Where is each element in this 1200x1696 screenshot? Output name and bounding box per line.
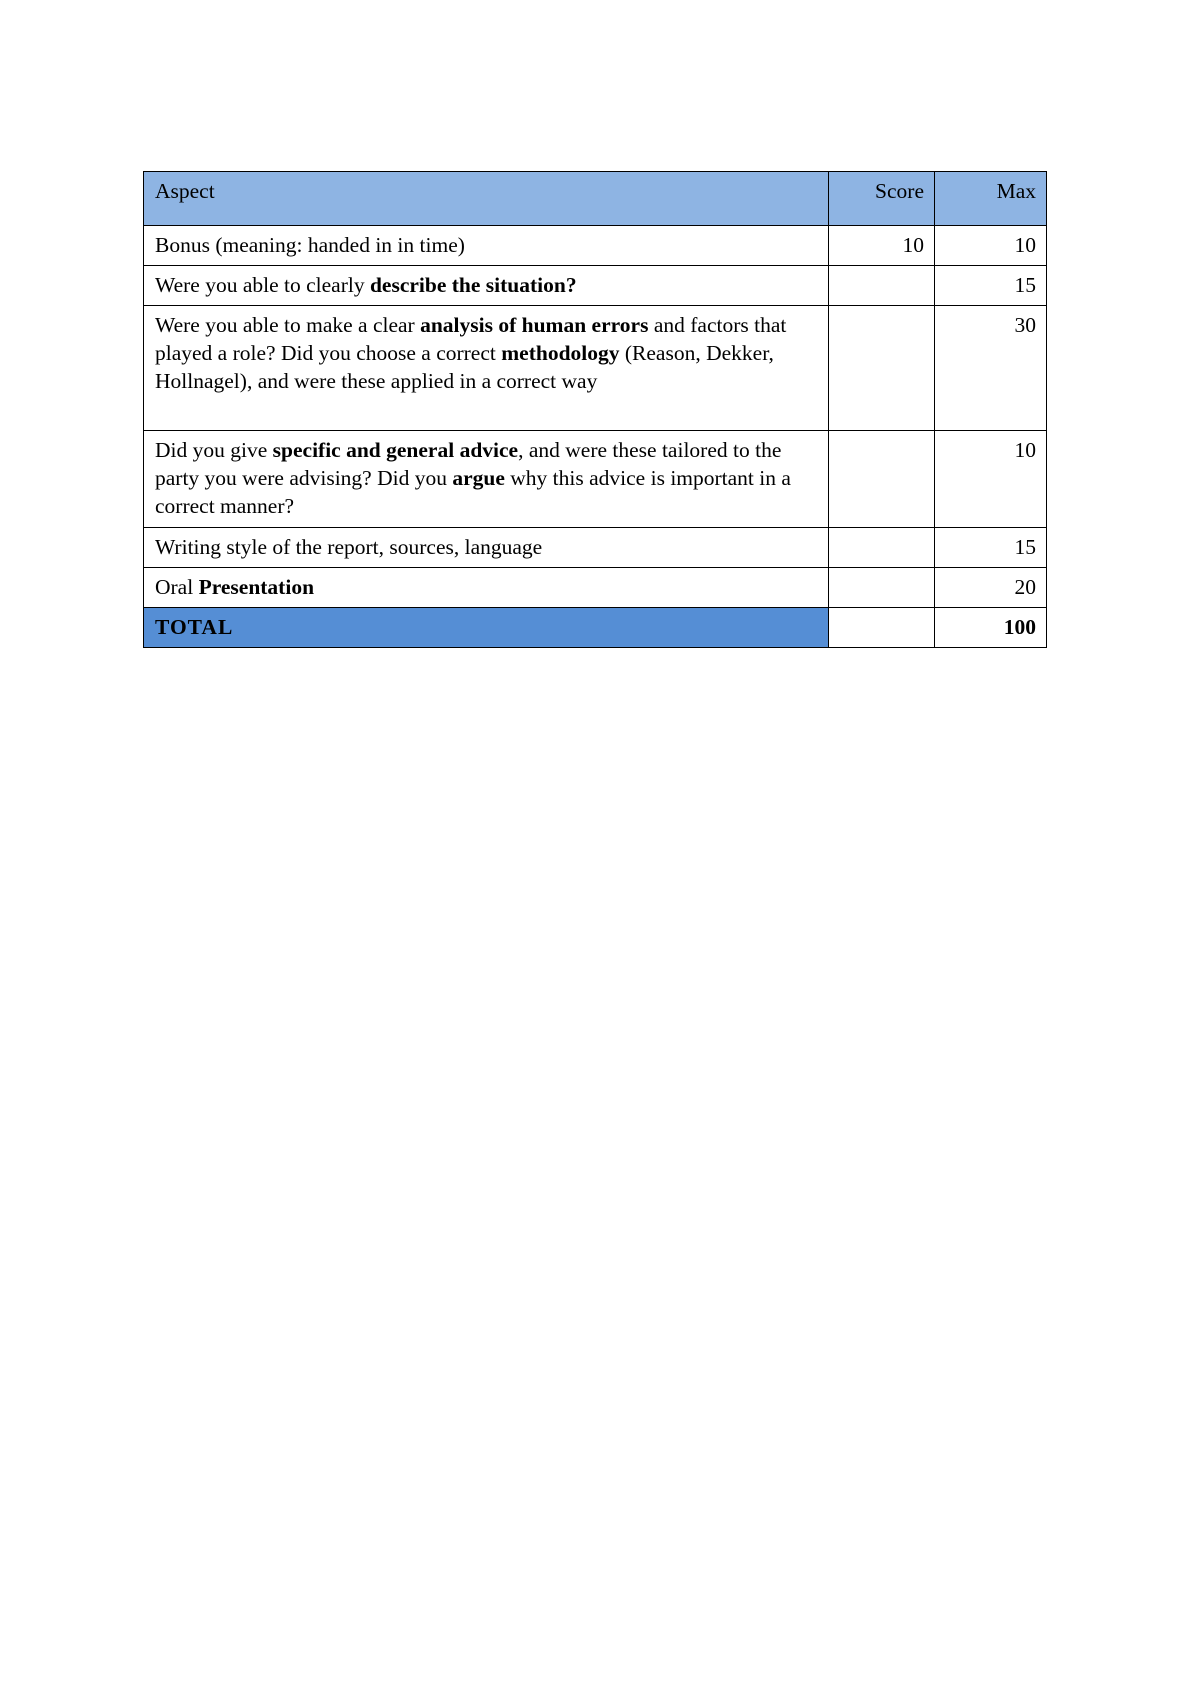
aspect-cell [144, 306, 829, 431]
table-row [144, 528, 1047, 568]
table-row [144, 568, 1047, 608]
score-cell [829, 431, 935, 528]
aspect-text-bold: analysis of human errors [420, 313, 649, 337]
max-cell: 20 [935, 568, 1047, 608]
table-row [144, 266, 1047, 306]
max-cell: 10 [935, 226, 1047, 266]
header-aspect: Aspect [144, 172, 829, 226]
table-row [144, 431, 1047, 528]
total-max: 100 [935, 608, 1047, 648]
aspect-text: Did you give [155, 438, 273, 462]
aspect-text: Oral [155, 575, 199, 599]
aspect-text-bold: methodology [501, 341, 620, 365]
aspect-cell [144, 568, 829, 608]
score-cell [829, 528, 935, 568]
aspect-text: (Reason, Dekker, Hollnagel), and were these applied in a correct way [155, 341, 774, 393]
max-cell: 10 [935, 431, 1047, 528]
aspect-cell [144, 528, 829, 568]
aspect-text: , and were these tailored to the party you were advising? Did you [155, 438, 782, 490]
aspect-text: Writing style of the report, sources, language [155, 535, 543, 559]
header-score: Score [829, 172, 935, 226]
score-cell [829, 266, 935, 306]
table-row [144, 226, 1047, 266]
score-cell: 10 [829, 226, 935, 266]
total-score [829, 608, 935, 648]
score-cell [829, 306, 935, 431]
total-row [144, 608, 1047, 648]
max-cell: 15 [935, 266, 1047, 306]
grading-rubric-table [143, 171, 1047, 648]
aspect-text: why this advice is important in a correct manner? [155, 466, 791, 518]
aspect-text-bold: argue [452, 466, 505, 490]
aspect-cell [144, 431, 829, 528]
aspect-text: and factors that played a role? Did you choose a correct [155, 313, 787, 365]
aspect-text: Were you able to make a clear [155, 313, 421, 337]
max-cell: 15 [935, 528, 1047, 568]
header-max: Max [935, 172, 1047, 226]
table-row [144, 306, 1047, 431]
aspect-cell [144, 266, 829, 306]
aspect-cell [144, 226, 829, 266]
aspect-text: Were you able to clearly [155, 273, 370, 297]
score-cell [829, 568, 935, 608]
total-label: TOTAL [144, 608, 829, 648]
max-cell: 30 [935, 306, 1047, 431]
aspect-text-bold: specific and general advice [272, 438, 519, 462]
aspect-text-bold: Presentation [198, 575, 315, 599]
aspect-text-bold: describe the situation? [369, 273, 577, 297]
aspect-text: Bonus (meaning: handed in in time) [155, 233, 465, 257]
table-header-row [144, 172, 1047, 226]
